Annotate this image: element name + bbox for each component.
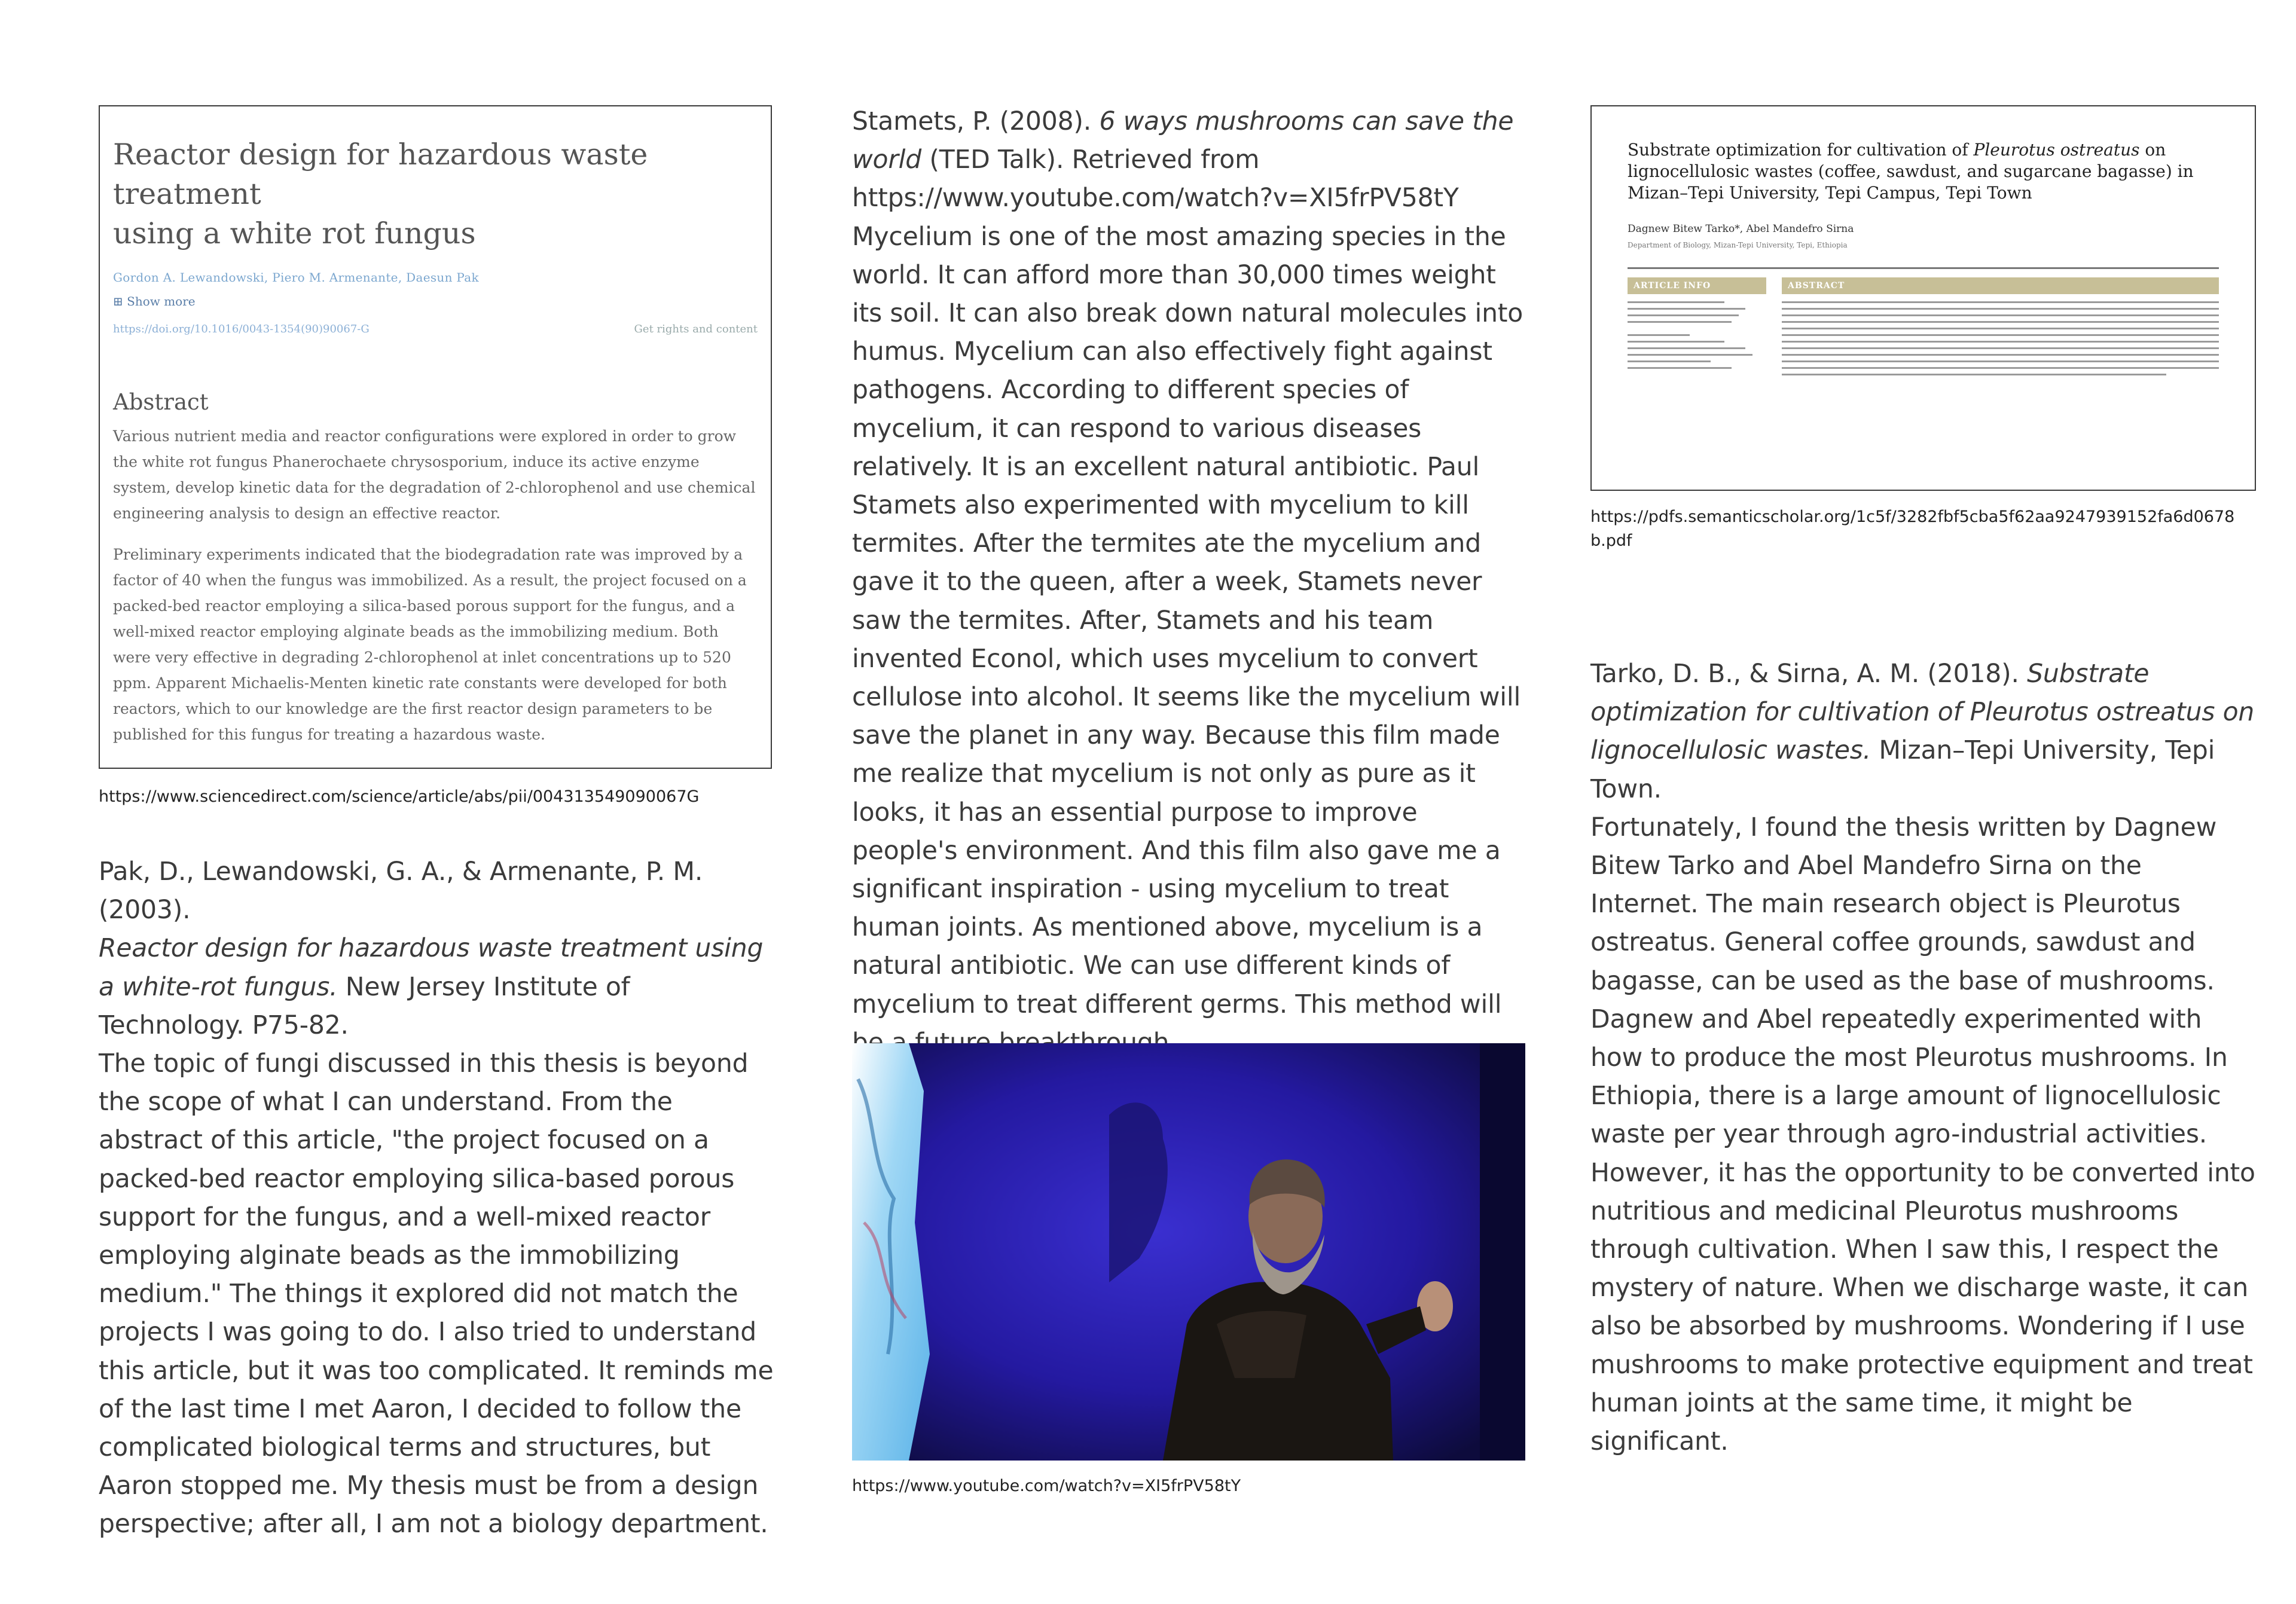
- semanticscholar-paper-screenshot: [1590, 105, 2256, 491]
- citation-title: Substrate optimization for cultivation of Pleurotus ostreatus on lignocellulosic wastes.: [1590, 659, 2255, 766]
- abstract-text: [113, 423, 758, 747]
- reflection-paragraph: Mycelium is one of the most amazing species in the world. It can afford more than 30,000 times weight its soil. It can also break down natural molecules into humus. Mycelium can also effectively fight against pathogens. According to different species of mycelium, it can respond to various diseases relatively. It is an excellent natural antibiotic. Paul Stamets also experimented with mycelium to kill termites. After the termites ate the mycelium and gave it to the queen, after a week, Stamets never saw the termites. After, Stamets and his team invented Econol, which uses mycelium to convert cellulose into alcohol. It seems like the mycelium will save the planet in any way. Because this film made me realize that mycelium is not only as pure as it looks, it has an essential purpose to improve people's environment. And this film also gave me a significant inspiration - using mycelium to treat human joints. As mentioned above, mycelium is a natural antibiotic. We can use different kinds of mycelium to treat different germs. This method will: [852, 222, 1523, 1019]
- abstract-heading: ABSTRACT: [1782, 277, 2219, 294]
- citation-authors: Tarko, D. B., & Sirna, A. M. (2018).: [1590, 659, 2028, 689]
- paper-title: Substrate optimization for cultivation of Pleurotus ostreatus on lignocellulosic wastes (coffee, sawdust, and sugarcane bagasse) in Mizan–Tepi University, Tepi Campus, Tepi Town: [1628, 140, 2194, 203]
- paper-title: Reactor design for hazardous waste treatment using a white rot fungus: [113, 138, 648, 250]
- reflection-paragraph: The topic of fungi discussed in this thesis is beyond the scope of what I can understand. From the abstract of this article, "the project focused on a packed-bed reactor employing silica-based porous support for the fungus, and a well-mixed reactor employing alginate beads as the immobilizing medium." The things it explored did not match the projects I was going to do. I also tried to understand this article, but it was too complicated. It reminds me of the last time I met Aaron, I decided to follow the complicated biological terms and structures, but Aaron stopped me. My thesis must be from a design perspective; after all, I am not a biology department.: [99, 1049, 774, 1539]
- doi-link: https://doi.org/10.1016/0043-1354(90)90067-G: [113, 323, 370, 335]
- source-caption-2: https://www.youtube.com/watch?v=XI5frPV58tY: [852, 1477, 1241, 1495]
- rights-link: Get rights and content: [634, 323, 758, 335]
- citation-title: Reactor design for hazardous waste treatment using a white-rot fungus.: [99, 934, 764, 1002]
- paper-authors: Dagnew Bitew Tarko*, Abel Mandefro Sirna: [1628, 223, 1854, 235]
- paper-affiliation: Department of Biology, Mizan-Tepi University, Tepi, Ethiopia: [1628, 241, 1848, 249]
- citation-publisher: New Jersey Institute of Technology. P75-82.: [99, 972, 630, 1040]
- citation-source: (TED Talk). Retrieved from https://www.youtube.com/watch?v=XI5frPV58tY: [852, 145, 1459, 213]
- abstract-paragraph: Preliminary experiments indicated that the biodegradation rate was improved by a factor of 40 when the fungus was immobilized. As a result, the project focused on a packed-bed reactor employing a silica-based porous support for the fungus, and a well-mixed reactor employing alginate beads as the immobilizing medium. Both were very effective in degrading 2-chlorophenol at inlet concentrations up to 520 ppm. Apparent Michaelis-Menten kinetic rate constants were developed for both reactors, which to our knowledge are the first reactor design parameters to be published for this fungus for treating a hazardous waste.: [113, 546, 747, 743]
- entry-text-2: [852, 103, 1528, 1062]
- abstract-paragraph: Various nutrient media and reactor configurations were explored in order to grow the white rot fungus Phanerochaete chrysosporium, induce its active enzyme system, develop kinetic data for the degradation of 2-chlorophenol and use chemical engineering analysis to design an effective reactor.: [113, 427, 756, 522]
- citation-authors: Pak, D., Lewandowski, G. A., & Armenante, P. M. (2003).: [99, 857, 703, 925]
- speaker-photo: [852, 1043, 1525, 1461]
- citation-title: 6 ways mushrooms can save the world: [852, 107, 1514, 175]
- doi-row: [113, 323, 758, 335]
- sciencedirect-abstract-screenshot: [99, 105, 772, 769]
- source-caption-1: https://www.sciencedirect.com/science/article/abs/pii/004313549090067G: [99, 787, 700, 806]
- show-more-link: ⊞ Show more: [113, 294, 196, 308]
- entry-text-3: [1590, 655, 2257, 1461]
- citation-publisher: Mizan–Tepi University, Tepi Town.: [1590, 736, 2215, 804]
- abstract-panel: [1782, 277, 2219, 380]
- abstract-heading: Abstract: [113, 389, 209, 415]
- ted-talk-video-frame: [852, 1043, 1525, 1461]
- paper-authors: Gordon A. Lewandowski, Piero M. Armenante, Daesun Pak: [113, 270, 479, 285]
- reflection-paragraph: Fortunately, I found the thesis written by Dagnew Bitew Tarko and Abel Mandefro Sirna on the Internet. The main research object is Pleurotus ostreatus. General coffee grounds, sawdust and bagasse, can be used as the base of mushrooms. Dagnew and Abel repeatedly experimented with how to produce the most Pleurotus mushrooms. In Ethiopia, there is a large amount of lignocellulosic waste per year through agro-industrial activities. However, it has the opportunity to be converted into nutritious and medicinal Pleurotus mushrooms through cultivation. When I saw this, I respect the mystery of nature. When we discharge waste, it can also be absorbed by mushrooms. Wondering if I use mushrooms to make protective equipment and treat human joints at the same time, it might be significant.: [1590, 812, 2255, 1457]
- article-info-panel: [1628, 277, 1766, 380]
- source-caption-3: https://pdfs.semanticscholar.org/1c5f/3282fbf5cba5f62aa9247939152fa6d0678b.pdf: [1590, 508, 2235, 550]
- article-info-heading: ARTICLE INFO: [1628, 277, 1766, 294]
- entry-text-1: [99, 853, 774, 1544]
- citation-authors: Stamets, P. (2008).: [852, 107, 1100, 136]
